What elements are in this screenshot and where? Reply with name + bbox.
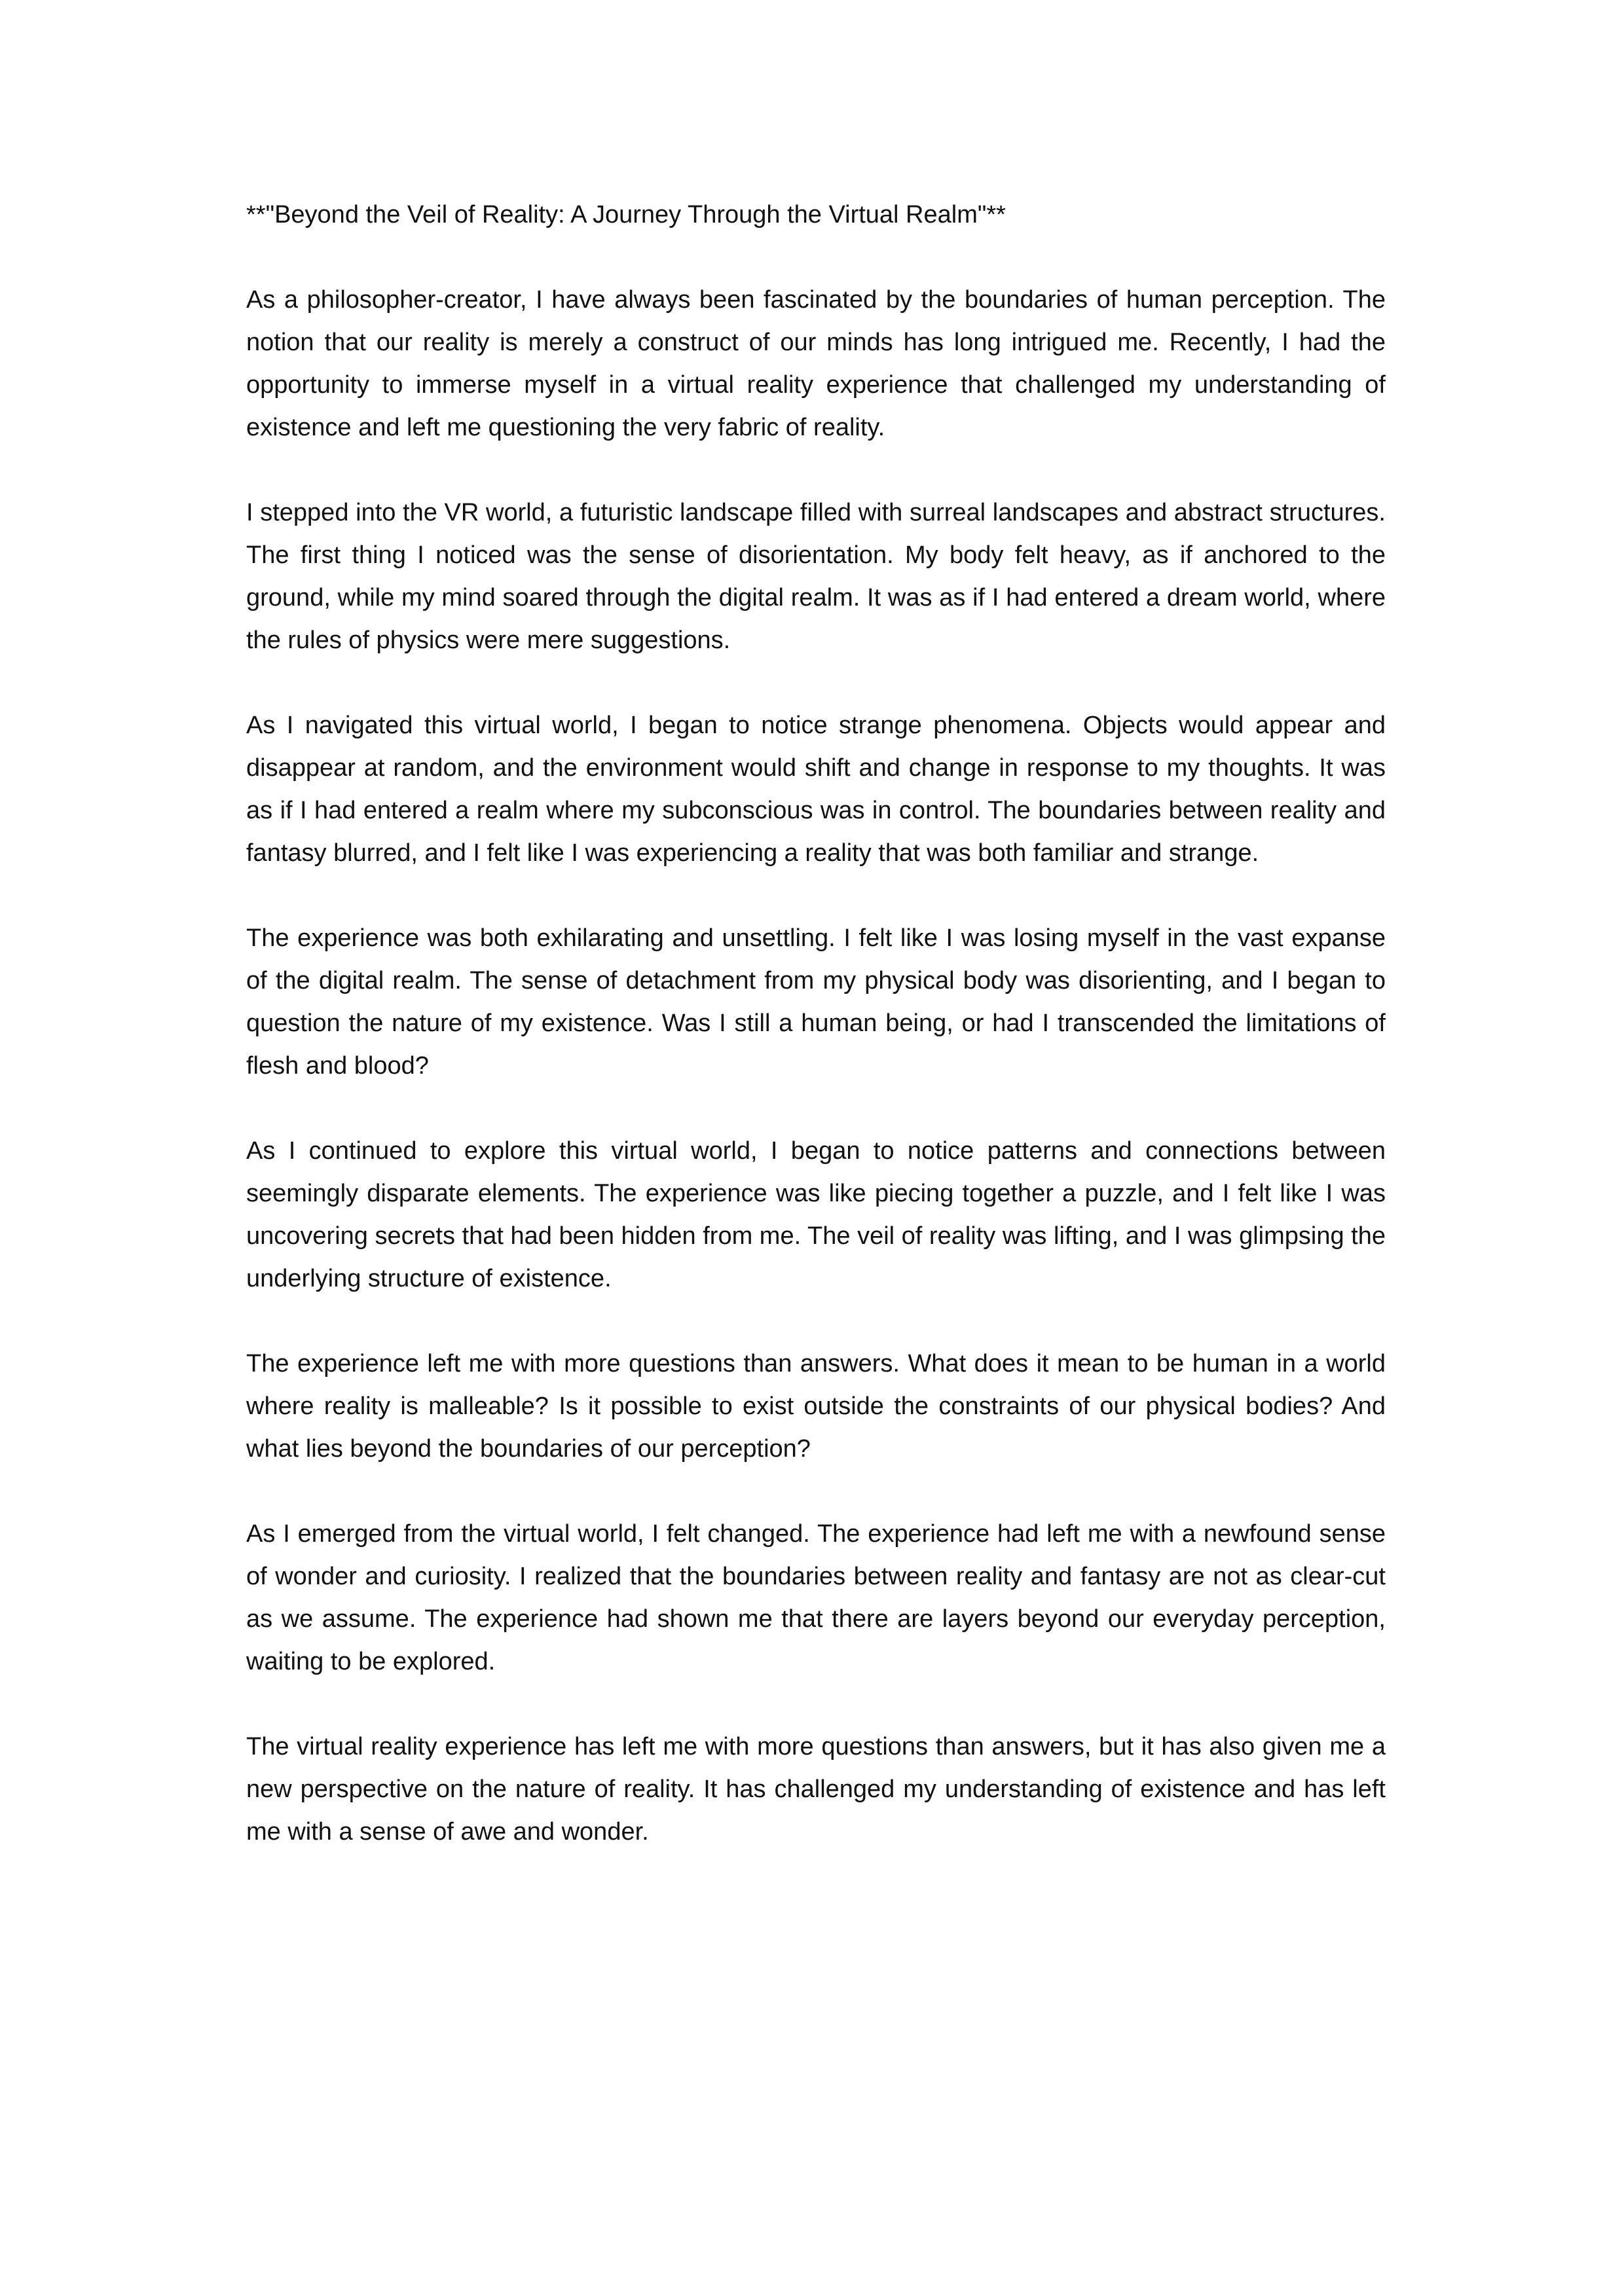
document-body [246,194,1386,1853]
paragraph-2: I stepped into the VR world, a futuristic landscape filled with surreal landscapes and abstract structures. The first thing I noticed was the sense of disorientation. My body felt heavy, as if anchored to the ground, while my mind soared through the digital realm. It was as if I had entered a dream world, where the rules of physics were mere suggestions. [246,499,1386,654]
paragraph-7: As I emerged from the virtual world, I felt changed. The experience had left me with a newfound sense of wonder and curiosity. I realized that the boundaries between reality and fantasy are not as clear-cut as we assume. The experience had shown me that there are layers beyond our everyday perception, waiting to be explored. [246,1520,1386,1675]
paragraph-8: The virtual reality experience has left me with more questions than answers, but it has also given me a new perspective on the nature of reality. It has challenged my understanding of existence and has left me with a sense of awe and wonder. [246,1733,1386,1846]
paragraph-1: As a philosopher-creator, I have always been fascinated by the boundaries of human perception. The notion that our reality is merely a construct of our minds has long intrigued me. Recently, I had the opportunity to immerse myself in a virtual reality experience that challenged my understanding of existence and left me questioning the very fabric of reality. [246,286,1386,441]
paragraph-5: As I continued to explore this virtual world, I began to notice patterns and connections between seemingly disparate elements. The experience was like piecing together a puzzle, and I felt like I was uncovering secrets that had been hidden from me. The veil of reality was lifting, and I was glimpsing the underlying structure of existence. [246,1137,1386,1292]
paragraph-4: The experience was both exhilarating and unsettling. I felt like I was losing myself in the vast expanse of the digital realm. The sense of detachment from my physical body was disorienting, and I began to question the nature of my existence. Was I still a human being, or had I transcended the limitations of flesh and blood? [246,924,1386,1080]
document-title: **"Beyond the Veil of Reality: A Journey Through the Virtual Realm"** [246,201,1006,228]
paragraph-3: As I navigated this virtual world, I began to notice strange phenomena. Objects would appear and disappear at random, and the environment would shift and change in response to my thoughts. It was as if I had entered a realm where my subconscious was in control. The boundaries between reality and fantasy blurred, and I felt like I was experiencing a reality that was both familiar and strange. [246,712,1386,867]
paragraph-6: The experience left me with more questions than answers. What does it mean to be human in a world where reality is malleable? Is it possible to exist outside the constraints of our physical bodies? And what lies beyond the boundaries of our perception? [246,1350,1386,1463]
